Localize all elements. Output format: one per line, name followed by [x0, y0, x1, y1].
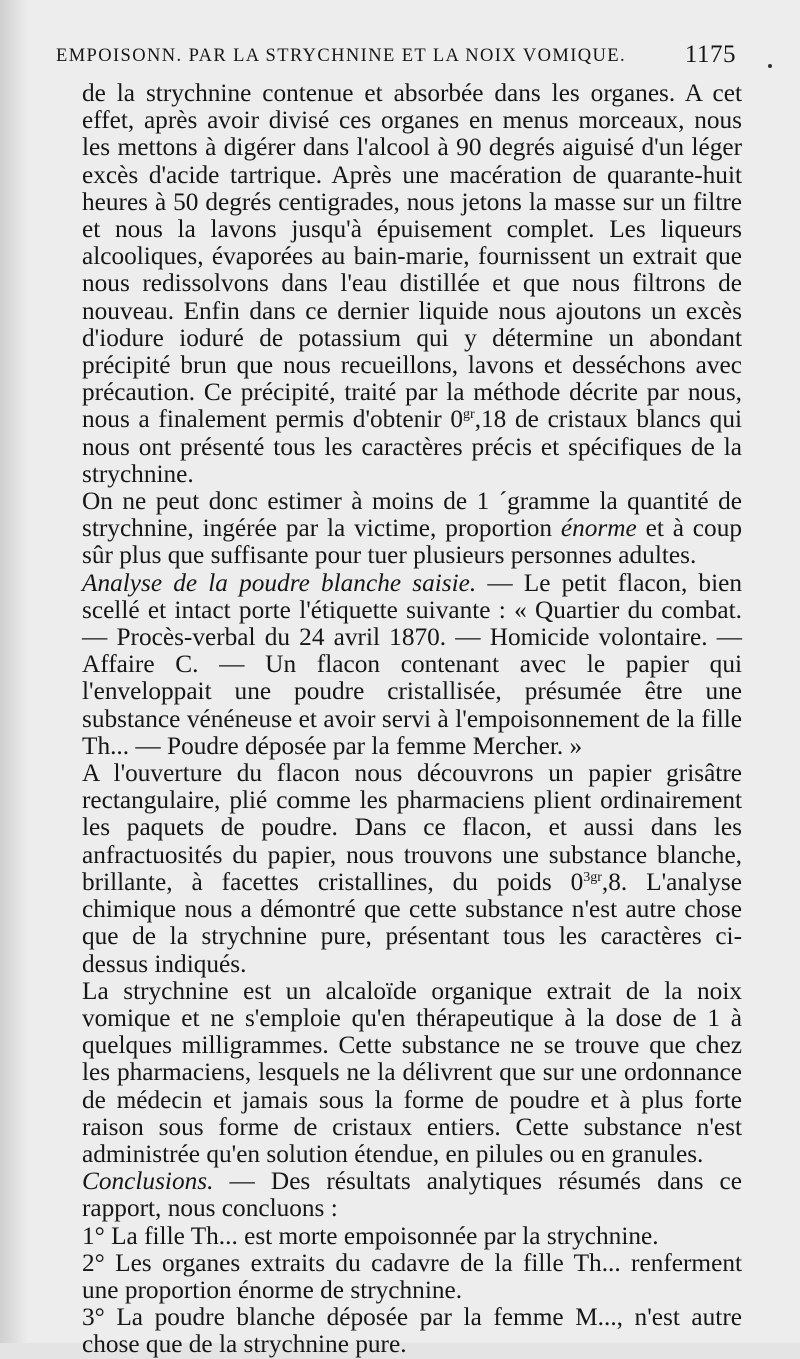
- conclusion-1-text: 1° La fille Th... est morte empoisonnée par la strychnine.: [82, 1221, 659, 1250]
- unit-superscript-2: 3gr: [583, 869, 602, 885]
- page-header: [56, 40, 746, 76]
- paragraph-3: [82, 570, 742, 760]
- paragraph-2-text-end: et à coup sûr plus que suffisante pour tuer plusieurs personnes adultes.: [82, 514, 742, 570]
- section-heading-analyse: Analyse de la poudre blanche saisie.: [82, 568, 477, 597]
- paragraph-4-text-end: ,8. L'analyse chimique nous a démontré que cette substance n'est autre chose que de la strychnine pure, présentant tous les caractères ci-dessus indiqués.: [82, 867, 742, 978]
- section-heading-conclusions: Conclusions.: [82, 1167, 214, 1196]
- conclusion-2: [82, 1250, 742, 1304]
- print-speck: [768, 64, 772, 68]
- conclusion-3-text: 3° La poudre blanche déposée par la femme M..., n'est autre chose que de la strychnine pure.: [82, 1303, 742, 1359]
- conclusion-3: [82, 1304, 742, 1358]
- paragraph-4-text: A l'ouverture du flacon nous découvrons un papier grisâtre rectangulaire, plié comme les pharmaciens plient ordinairement les paquets de poudre. Dans ce flacon, et aussi dans les anfractuosités du papier, nous trouvons une substance blanche, brillante, à facettes cristallines, du poids 0: [82, 759, 742, 896]
- conclusion-2-text: 2° Les organes extraits du cadavre de la fille Th... renferment une proportion énorme de strychnine.: [82, 1248, 742, 1304]
- paragraph-5: [82, 978, 742, 1168]
- spine-shadow: [0, 0, 28, 1343]
- paragraph-2-emphasis: énorme: [560, 514, 637, 543]
- paragraph-2-text: On ne peut donc estimer à moins de 1 ´gramme la quantité de strychnine, ingérée par la victime, proportion: [82, 487, 742, 543]
- paragraph-6-text: — Des résultats analytiques résumés dans ce rapport, nous concluons :: [82, 1167, 742, 1223]
- paragraph-1-text: de la strychnine contenue et absorbée dans les organes. A cet effet, après avoir divisé ces organes en menus morceaux, nous les mettons à digérer dans l'alcool à 90 degrés aiguisé d'un léger excès d'acide tartrique. Après une macération de quarante-huit heures à 50 degrés centigrades, nous jetons la masse sur un filtre et nous la lavons jusqu'à épuisement complet. Les liqueurs alcooliques, évaporées au bain-marie, fournissent un extrait que nous redissolvons dans l'eau distillée et que nous filtrons de nouveau. Enfin dans ce dernier liquide nous ajoutons un excès d'iodure ioduré de potassium qui y détermine un abondant précipité brun que nous recueillons, lavons et desséchons avec précaution. Ce précipité, traité par la méthode décrite par nous, nous a finalement permis d'obtenir 0: [82, 79, 742, 434]
- unit-superscript: gr: [463, 407, 475, 423]
- paragraph-2: [82, 488, 742, 570]
- paragraph-6: [82, 1168, 742, 1222]
- running-head: EMPOISONN. PAR LA STRYCHNINE ET LA NOIX VOMIQUE.: [56, 46, 626, 66]
- conclusion-1: [82, 1223, 742, 1250]
- paragraph-4: [82, 760, 742, 978]
- paragraph-5-text: La strychnine est un alcaloïde organique extrait de la noix vomique et ne s'emploie qu'en thérapeutique à la dose de 1 à quelques milligrammes. Cette substance ne se trouve que chez les pharmaciens, lesquels ne la délivrent que sur une ordonnance de médecin et jamais sous la forme de poudre et à plus forte raison sous forme de cristaux entiers. Cette substance n'est administrée qu'en solution étendue, en pilules ou en granules.: [82, 976, 742, 1168]
- body-text: [82, 80, 742, 1359]
- paragraph-3-text: — Le petit flacon, bien scellé et intact porte l'étiquette suivante : « Quartier du combat. — Procès-verbal du 24 avril 1870. — Homicide volontaire. — Affaire C. — Un flacon contenant avec le papier qui l'enveloppait une poudre cristallisée, présumée être une substance vénéneuse et avoir servi à l'empoisonnement de la fille Th... — Poudre déposée par la femme Mercher. »: [82, 568, 742, 760]
- paragraph-1: [82, 80, 742, 488]
- page-number: 1175: [684, 41, 736, 68]
- paragraph-1-text-end: ,18 de cristaux blancs qui nous ont présenté tous les caractères précis et spécifiques de la strychnine.: [82, 405, 742, 488]
